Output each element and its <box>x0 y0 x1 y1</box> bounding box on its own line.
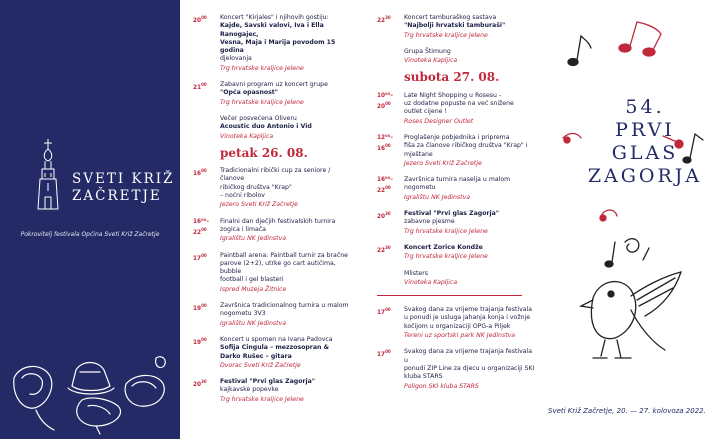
separator-line <box>377 295 522 296</box>
event-location: Vinoteka Kapljica <box>404 57 458 65</box>
event-location: Igralištu NK Jedinstva <box>404 193 471 201</box>
event-line: fiša za članove ribičkog društva "Krap" i <box>404 142 528 150</box>
event-location: Igralištu NK Jedinstva <box>220 235 287 243</box>
event-item: $19^{00}$ Završnica tradicionalnog turnira u malom nogometu 3V3 Igralištu NK Jedinstva <box>193 302 353 328</box>
event-location: Vinoteka Kapljica <box>404 278 458 286</box>
event-line: Kajde, Savski valovi, Iva i Ella Ranogajec, <box>220 22 324 38</box>
event-line: kluba STARS <box>404 373 443 381</box>
event-line: football i gel blasteri <box>220 276 284 284</box>
event-item: $17^{00}$ Svakog dana za vrijeme trajanja festivala u ponudi je usluga jahanja konja i vožnje kočijom u organizaciji OPG-a Piljek Tereni uz sportski park NK Jedinstva <box>377 306 537 340</box>
church-icon <box>36 139 60 211</box>
event-line: Večer posvećena Oliveru <box>220 114 297 122</box>
event-line: ribičkog društva "Krap" <box>220 183 292 191</box>
event-item <box>377 270 537 288</box>
event-time: 20 <box>193 382 202 389</box>
schedule-column-1 <box>193 14 353 412</box>
event-time: 21 <box>193 85 202 91</box>
event-location: Dvorac Sveti Križ Začretje <box>220 361 301 369</box>
patron-text: Pokrovitelj festivala Općina Sveti Križ Začretje <box>20 231 160 238</box>
event-location: Jezero Sveti Križ Začretje <box>220 201 298 209</box>
event-line: Darko Rušec – gitara <box>220 352 292 360</box>
event-line: Tradicionalni ribički cup za seniore / članove <box>220 167 331 183</box>
event-location: Trg hrvatske kraljice Jelene <box>404 227 488 235</box>
event-line: Koncert Zorice Kondže <box>404 243 483 251</box>
event-time: 20 <box>377 213 386 220</box>
day-heading-friday: petak 26. 08. <box>220 145 308 160</box>
event-line: Vesna, Maja i Marija povodom 15 godina <box>220 38 336 55</box>
event-time: 19 <box>193 305 202 312</box>
event-time: 19 <box>193 339 202 346</box>
event-location: Tereni uz sportski park NK Jedinstva <box>404 332 516 340</box>
event-item: $21^{00}$ Zabavni program uz koncert grupe "Opća opasnost" Trg hrvatske kraljice Jelene <box>193 81 353 107</box>
event-time: 16⁰⁰–22 <box>377 177 394 195</box>
left-panel <box>0 0 180 439</box>
event-item: $17^{00}$ Paintball arena: Paintball turnir za bračne parove (2+2), utrke go cart autićima, bubble football i gel blasteri Ispred Muzeja Žitnice <box>193 252 353 294</box>
event-line: Sofija Cingula – mezzosopran & <box>220 344 329 352</box>
event-time: 17 <box>193 255 202 262</box>
event-item: $20^{30}$ Festival "Prvi glas Zagorja" zabavne pjesme Trg hrvatske kraljice Jelene <box>377 210 537 236</box>
event-time: 20 <box>193 17 202 24</box>
event-item: $16^{00}-22^{00}$ Završnica turnira naselja u malom nogometu Igralištu NK Jedinstva <box>377 176 537 202</box>
hats-illustration <box>6 350 176 435</box>
event-line: outlet cijene ! <box>404 108 447 116</box>
title-line4: ZAGORJA <box>587 165 703 187</box>
event-line: zabavne pjesme <box>404 218 455 226</box>
event-line: Završnica turnira naselja u malom <box>404 176 511 184</box>
event-line: Završnica tradicionalnog turnira u malom <box>220 302 349 310</box>
event-item: $20^{00}$ Koncert "Kirjales" i njihovih gostiju: Kajde, Savski valovi, Iva i Ella Ranogajec, Vesna, Maja i Marija povodom 15 godina djelovanja Trg hrvatske kraljice Jelene <box>193 14 353 73</box>
event-location: Jezero Sveti Križ Začretje <box>404 159 482 167</box>
event-location: Trg hrvatske kraljice Jelene <box>220 64 304 72</box>
event-item <box>193 115 353 141</box>
event-time: 22 <box>377 17 386 24</box>
event-time: 17 <box>377 352 386 359</box>
event-item: $10^{00}-20^{00}$ Late Night Shopping u Rosesu - uz dodatne popuste na već snižene outlet cijene ! Roses Designer Outlet <box>377 92 537 126</box>
event-line: Mlisters <box>404 269 429 277</box>
event-time: 10⁰⁰–20 <box>377 92 394 110</box>
brand-line1: SVETI KRIŽ <box>72 171 175 187</box>
event-line: kajkavske popevke <box>220 386 279 394</box>
event-line: mještane <box>404 150 433 158</box>
event-line: "Opća opasnost" <box>220 89 278 97</box>
event-location: Roses Designer Outlet <box>404 117 474 125</box>
event-line: Zabavni program uz koncert grupe <box>220 81 328 89</box>
event-line: uz dodatne popuste na već snižene <box>404 100 514 108</box>
brand-line2: ZAČRETJE <box>72 188 162 204</box>
event-item: $19^{00}$ Koncert u spomen na Ivana Padovca Sofija Cingula – mezzosopran & Darko Rušec – gitara Dvorac Sveti Križ Začretje <box>193 336 353 370</box>
event-line: Proglašenje pobjednika i pripremа <box>404 133 510 141</box>
event-item: $12^{00}-16^{00}$ Proglašenje pobjednika i pripremа fiša za članove ribičkog društva "Krap" i mještane Jezero Sveti Križ Začretje <box>377 134 537 168</box>
event-line: Grupa Štimung <box>404 47 451 55</box>
event-line: Festival "Prvi glas Zagorja" <box>404 210 500 218</box>
brand-name <box>72 171 174 205</box>
event-line: Koncert "Kirjales" i njihovih gostiju: <box>220 14 329 21</box>
event-line: ponudi ZIP Line za djecu u organizaciji SKI <box>404 364 535 372</box>
event-line: Svakog dana za vrijeme trajanja festivala <box>404 306 533 314</box>
event-line: Acoustic duo Antonio i Vid <box>220 123 312 131</box>
event-item: $16^{00}$ Tradicionalni ribički cup za seniore / članove ribičkog društva "Krap" – noćni ribolov Jezero Sveti Križ Začretje <box>193 167 353 209</box>
event-item: $22^{30}$ Koncert Zorice Kondže Trg hrvatske kraljice Jelene <box>377 244 537 262</box>
event-line: Finalni dan dječjih festivalskih turnira <box>220 217 336 225</box>
title-line2: PRVI <box>615 119 675 141</box>
event-line: djelovanja <box>220 55 252 63</box>
festival-title <box>580 96 710 188</box>
event-line: u ponudi je usluga jahanja konja i vožnje <box>404 314 531 322</box>
decorative-music-notes <box>545 10 720 400</box>
title-edition: 54. <box>625 96 665 118</box>
event-time: 12⁰⁰–16 <box>377 134 394 153</box>
event-time: 16⁰⁰–22 <box>193 218 210 236</box>
event-line: parove (2+2), utrke go cart autićima, bubble <box>220 259 336 276</box>
day-heading-saturday: subota 27. 08. <box>404 70 500 85</box>
event-line: Festival "Prvi glas Zagorja" <box>220 378 316 386</box>
event-time: 22 <box>377 247 386 254</box>
event-line: Svakog dana za vrijeme trajanja festivala u <box>404 348 533 364</box>
event-line: "Najbolji hrvatski tamburaši" <box>404 22 506 30</box>
event-location: Trg hrvatske kraljice Jelene <box>404 31 488 39</box>
event-item: $22^{30}$ Koncert tamburaškog sastava "Najbolji hrvatski tamburaši" Trg hrvatske kraljice Jelene <box>377 14 537 40</box>
event-time: 17 <box>377 310 386 317</box>
event-line: Paintball arena: Paintball turnir za bračne <box>220 251 348 259</box>
event-line: kočijom u organizaciji OPG-a Piljek <box>404 322 511 330</box>
event-line: zogica i limača <box>220 225 266 233</box>
event-line: Koncert tamburaškog sastava <box>404 14 497 21</box>
event-line: nogometu 3V3 <box>220 310 266 318</box>
event-location: Trg hrvatske kraljice Jelene <box>220 98 304 106</box>
event-line: – noćni ribolov <box>220 192 265 200</box>
event-location: Trg hrvatske kraljice Jelene <box>220 395 304 403</box>
event-item <box>377 48 537 66</box>
event-item: $17^{00}$ Svakog dana za vrijeme trajanja festivala u ponudi ZIP Line za djecu u organizaciji SKI kluba STARS Poligon SKI kluba STARS <box>377 348 537 390</box>
event-time: 16 <box>193 171 202 178</box>
event-item: $16^{00}-22^{00}$ Finalni dan dječjih festivalskih turnira zogica i limača Igralištu NK Jedinstva <box>193 218 353 244</box>
event-location: Igralištu NK Jedinstva <box>220 319 287 327</box>
festival-dates: Sveti Križ Začretje, 20. — 27. kolovoza 2022. <box>548 407 706 415</box>
event-location: Poligon SKI kluba STARS <box>404 382 479 390</box>
event-location: Trg hrvatske kraljice Jelene <box>404 253 488 261</box>
event-item: $20^{30}$ Festival "Prvi glas Zagorja" kajkavske popevke Trg hrvatske kraljice Jelene <box>193 378 353 404</box>
title-line3: GLAS <box>611 142 679 164</box>
event-line: nogometu <box>404 184 436 192</box>
event-line: Late Night Shopping u Rosesu - <box>404 91 502 99</box>
event-location: Ispred Muzeja Žitnice <box>220 285 287 293</box>
event-location: Vinoteka Kapljica <box>220 132 274 140</box>
event-line: Koncert u spomen na Ivana Padovca <box>220 335 333 343</box>
schedule-column-2 <box>377 14 537 399</box>
